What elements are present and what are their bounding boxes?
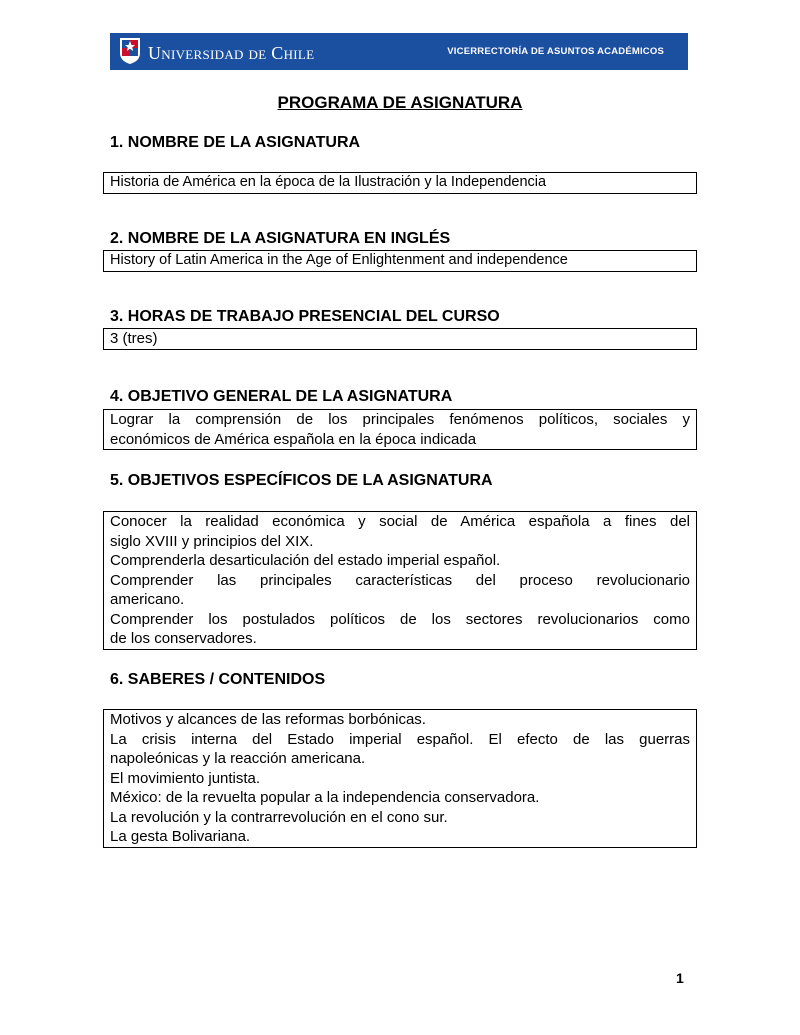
section-5-line: Conocer la realidad económica y social de América española a fines del (110, 513, 690, 530)
section-6-line: La gesta Bolivariana. (110, 828, 251, 845)
section-5-box (103, 511, 697, 650)
section-4-box (103, 409, 697, 450)
section-6-line: México: de la revuelta popular a la independencia conservadora. (110, 789, 540, 806)
university-shield-icon (119, 37, 141, 65)
section-1-line: Historia de América en la época de la Ilustración y la Independencia (110, 174, 547, 190)
section-2-box (103, 250, 697, 272)
section-2-heading: 2. NOMBRE DE LA ASIGNATURA EN INGLÉS (110, 230, 451, 247)
section-1-heading: 1. NOMBRE DE LA ASIGNATURA (110, 134, 361, 151)
section-5-line: Comprender los postulados políticos de los sectores revolucionarios como (110, 610, 690, 628)
section-4-heading: 4. OBJETIVO GENERAL DE LA ASIGNATURA (110, 388, 453, 405)
university-name: Universidad de Chile (148, 43, 315, 63)
section-6-line: La crisis interna del Estado imperial español. El efecto de las guerras (110, 730, 690, 748)
section-6-heading: 6. SABERES / CONTENIDOS (110, 671, 326, 688)
section-5-line: Comprenderla desarticulación del estado imperial español. (110, 552, 501, 569)
section-3-heading: 3. HORAS DE TRABAJO PRESENCIAL DEL CURSO (110, 308, 500, 325)
section-5-line: siglo XVIII y principios del XIX. (110, 532, 314, 550)
section-5-line: de los conservadores. (110, 630, 257, 647)
section-4-line: económicos de América española en la época indicada (110, 430, 477, 448)
section-1-box (103, 172, 697, 194)
page-title: PROGRAMA DE ASIGNATURA (277, 93, 523, 112)
section-6-box (103, 709, 697, 848)
section-6-line: napoleónicas y la reacción americana. (110, 750, 366, 767)
section-5-heading: 5. OBJETIVOS ESPECÍFICOS DE LA ASIGNATURA (110, 472, 493, 489)
section-5-line: Comprender las principales características del proceso revolucionario (110, 571, 690, 589)
section-3-line: 3 (tres) (110, 330, 158, 347)
section-6-line: El movimiento juntista. (110, 769, 261, 787)
section-5-line: americano. (110, 591, 185, 608)
page-number: 1 (676, 970, 684, 986)
section-2-line: History of Latin America in the Age of Enlightenment and independence (110, 252, 568, 268)
header-banner (110, 33, 688, 70)
section-6-line: La revolución y la contrarrevolución en el cono sur. (110, 808, 448, 826)
section-6-line: Motivos y alcances de las reformas borbónicas. (110, 711, 426, 728)
department-name: VICERRECTORÍA DE ASUNTOS ACADÉMICOS (447, 46, 664, 57)
section-3-box (103, 328, 697, 350)
section-4-line: Lograr la comprensión de los principales fenómenos políticos, sociales y (110, 411, 690, 428)
